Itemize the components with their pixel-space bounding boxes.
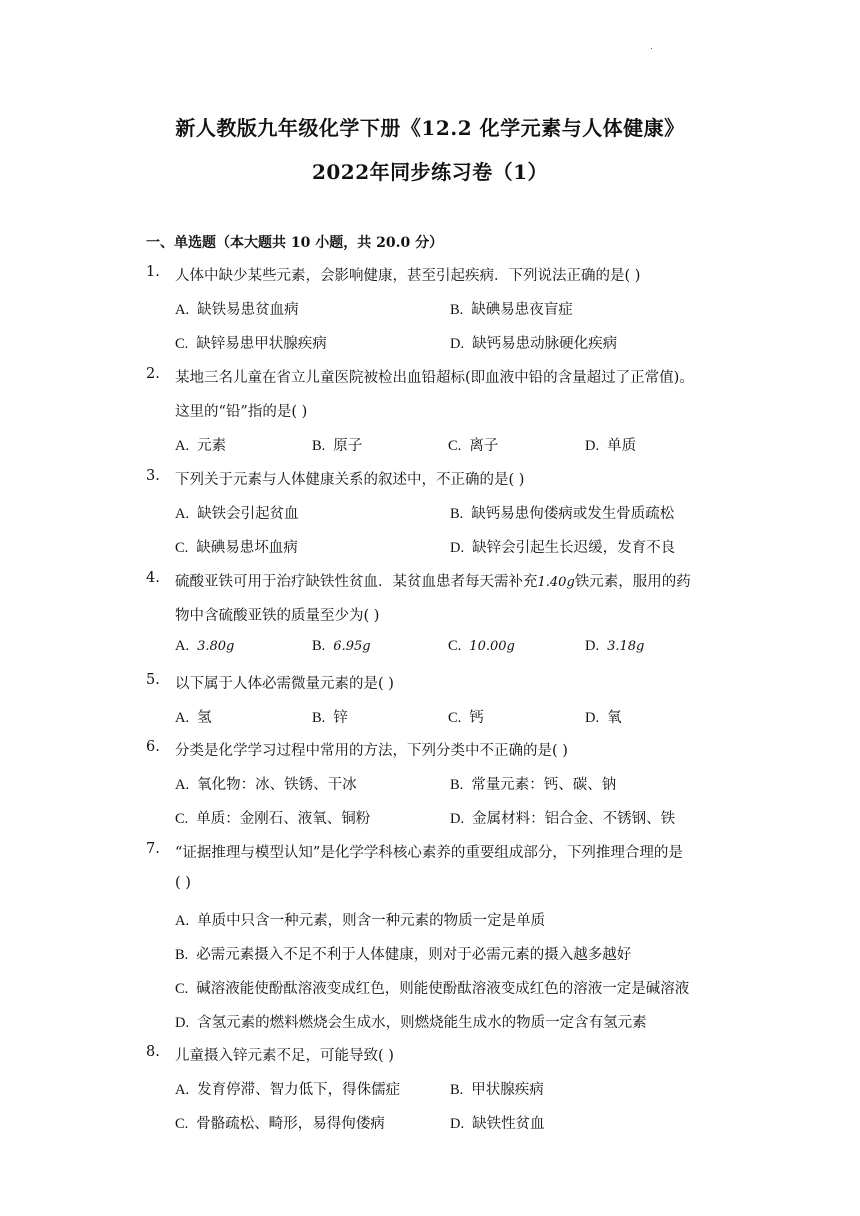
option-text: 3.80g [197,639,235,654]
option-text: 含氢元素的燃料燃烧会生成水，则燃烧能生成水的物质一定含有氢元素 [197,1015,647,1031]
option-text: 缺铁会引起贫血 [197,506,299,522]
stem-text: 硫酸亚铁可用于治疗缺铁性贫血．某贫血患者每天需补充 [175,574,538,590]
page-dot: . [650,42,653,52]
question-8-option-a[interactable] [175,1078,400,1099]
option-text: 原子 [333,438,363,454]
option-text: 缺碘易患坏血病 [196,540,298,556]
option-letter: D. [585,710,600,726]
question-6-number: 6. [146,739,160,755]
option-letter: B. [175,947,189,963]
question-4-option-c[interactable] [448,638,515,655]
question-1-option-b[interactable] [450,298,573,319]
question-1-option-a[interactable] [175,298,299,319]
question-2-option-b[interactable] [312,434,362,455]
option-letter: B. [312,638,326,654]
option-letter: C. [448,438,462,454]
option-letter: A. [175,638,190,654]
option-letter: C. [175,336,189,352]
option-letter: A. [175,506,190,522]
option-text: 常量元素：钙、碳、钠 [471,777,617,793]
option-letter: D. [450,336,465,352]
question-1-stem: 人体中缺少某些元素，会影响健康，甚至引起疾病．下列说法正确的是( ) [175,268,641,284]
question-3-stem: 下列关于元素与人体健康关系的叙述中，不正确的是( ) [175,472,525,488]
question-3-option-a[interactable] [175,502,299,523]
option-letter: C. [448,710,462,726]
option-text: 6.95g [333,639,371,654]
option-letter: D. [450,1116,465,1132]
question-5-number: 5. [146,672,160,688]
question-2-option-a[interactable] [175,434,226,455]
option-letter: C. [175,1116,189,1132]
option-letter: A. [175,777,190,793]
question-7-option-a[interactable] [175,909,545,930]
option-text: 缺铁性贫血 [472,1116,545,1132]
option-text: 发育停滞、智力低下，得侏儒症 [197,1082,401,1098]
option-text: 缺锌会引起生长迟缓，发育不良 [472,540,676,556]
option-letter: D. [450,811,465,827]
option-text: 缺锌易患甲状腺疾病 [196,336,327,352]
stem-text: 铁元素，服用的药 [574,574,691,590]
question-7-option-b[interactable] [175,943,631,964]
option-text: 缺钙易患佝偻病或发生骨质疏松 [471,506,675,522]
option-letter: C. [175,811,189,827]
option-letter: A. [175,710,190,726]
option-letter: B. [450,302,464,318]
option-text: 骨骼疏松、畸形，易得佝偻病 [196,1116,385,1132]
option-letter: A. [175,1082,190,1098]
option-letter: D. [175,1015,190,1031]
question-7-stem-line2: ( ) [175,875,191,891]
question-7-option-c[interactable] [175,977,689,998]
option-text: 甲状腺疾病 [471,1082,544,1098]
option-letter: B. [312,438,326,454]
question-8-number: 8. [146,1044,160,1060]
option-letter: D. [585,438,600,454]
question-5-option-a[interactable] [175,706,212,727]
option-text: 氧化物：冰、铁锈、干冰 [197,777,357,793]
option-text: 缺钙易患动脉硬化疾病 [472,336,618,352]
option-letter: B. [450,777,464,793]
question-4-number: 4. [146,570,160,586]
question-3-option-d[interactable] [450,536,675,557]
option-letter: C. [175,540,189,556]
option-text: 单质：金刚石、液氧、铜粉 [196,811,371,827]
question-6-option-a[interactable] [175,773,357,794]
question-6-option-c[interactable] [175,807,370,828]
doc-title-line2: 2022年同步练习卷（1） [311,160,549,184]
question-2-number: 2. [146,366,160,382]
option-letter: D. [450,540,465,556]
option-letter: B. [312,710,326,726]
question-7-number: 7. [146,841,160,857]
question-8-option-b[interactable] [450,1078,544,1099]
option-text: 单质 [607,438,637,454]
option-text: 锌 [333,710,348,726]
question-8-option-d[interactable] [450,1112,545,1133]
question-1-option-c[interactable] [175,332,327,353]
option-text: 缺碘易患夜盲症 [471,302,573,318]
question-2-option-c[interactable] [448,434,498,455]
question-1-number: 1. [146,264,160,280]
question-3-option-c[interactable] [175,536,298,557]
question-7-stem-line1: “证据推理与模型认知”是化学学科核心素养的重要组成部分，下列推理合理的是 [175,845,683,861]
option-text: 元素 [197,438,227,454]
option-text: 金属材料：铝合金、不锈钢、铁 [472,811,676,827]
question-6-option-d[interactable] [450,807,675,828]
question-4-option-d[interactable] [585,638,644,655]
option-text: 碱溶液能使酚酞溶液变成红色，则能使酚酞溶液变成红色的溶液一定是碱溶液 [196,981,690,997]
question-2-stem-line2: 这里的“铅”指的是( ) [175,404,308,420]
question-4-stem-line1 [175,570,691,591]
option-letter: B. [450,506,464,522]
question-2-option-d[interactable] [585,434,636,455]
option-text: 氧 [607,710,622,726]
question-5-option-d[interactable] [585,706,622,727]
question-2-stem-line1: 某地三名儿童在省立儿童医院被检出血铅超标(即血液中铅的含量超过了正常值)。 [175,370,694,386]
stem-math: 1.40g [537,575,575,590]
question-8-option-c[interactable] [175,1112,385,1133]
question-4-option-a[interactable] [175,638,234,655]
option-text: 钙 [469,710,484,726]
question-3-option-b[interactable] [450,502,674,523]
question-7-option-d[interactable] [175,1011,647,1032]
option-letter: C. [175,981,189,997]
question-8-stem: 儿童摄入锌元素不足，可能导致( ) [175,1048,394,1064]
doc-title-line1: 新人教版九年级化学下册《12.2 化学元素与人体健康》 [175,116,685,140]
option-letter: D. [585,638,600,654]
option-text: 离子 [469,438,499,454]
question-5-option-c[interactable] [448,706,484,727]
option-letter: C. [448,638,462,654]
option-text: 3.18g [607,639,645,654]
question-4-stem-line2: 物中含硫酸亚铁的质量至少为( ) [175,608,380,624]
option-letter: B. [450,1082,464,1098]
option-letter: A. [175,438,190,454]
option-letter: A. [175,302,190,318]
option-letter: A. [175,913,190,929]
option-text: 氢 [197,710,212,726]
question-4-option-b[interactable] [312,638,371,655]
question-6-stem: 分类是化学学习过程中常用的方法，下列分类中不正确的是( ) [175,743,568,759]
option-text: 必需元素摄入不足不利于人体健康，则对于必需元素的摄入越多越好 [196,947,632,963]
question-6-option-b[interactable] [450,773,616,794]
question-5-option-b[interactable] [312,706,348,727]
option-text: 单质中只含一种元素，则含一种元素的物质一定是单质 [197,913,546,929]
question-5-stem: 以下属于人体必需微量元素的是( ) [175,676,394,692]
section-heading: 一、单选题（本大题共 10 小题，共 20.0 分） [146,235,444,251]
option-text: 10.00g [469,639,515,654]
option-text: 缺铁易患贫血病 [197,302,299,318]
question-3-number: 3. [146,468,160,484]
question-1-option-d[interactable] [450,332,617,353]
